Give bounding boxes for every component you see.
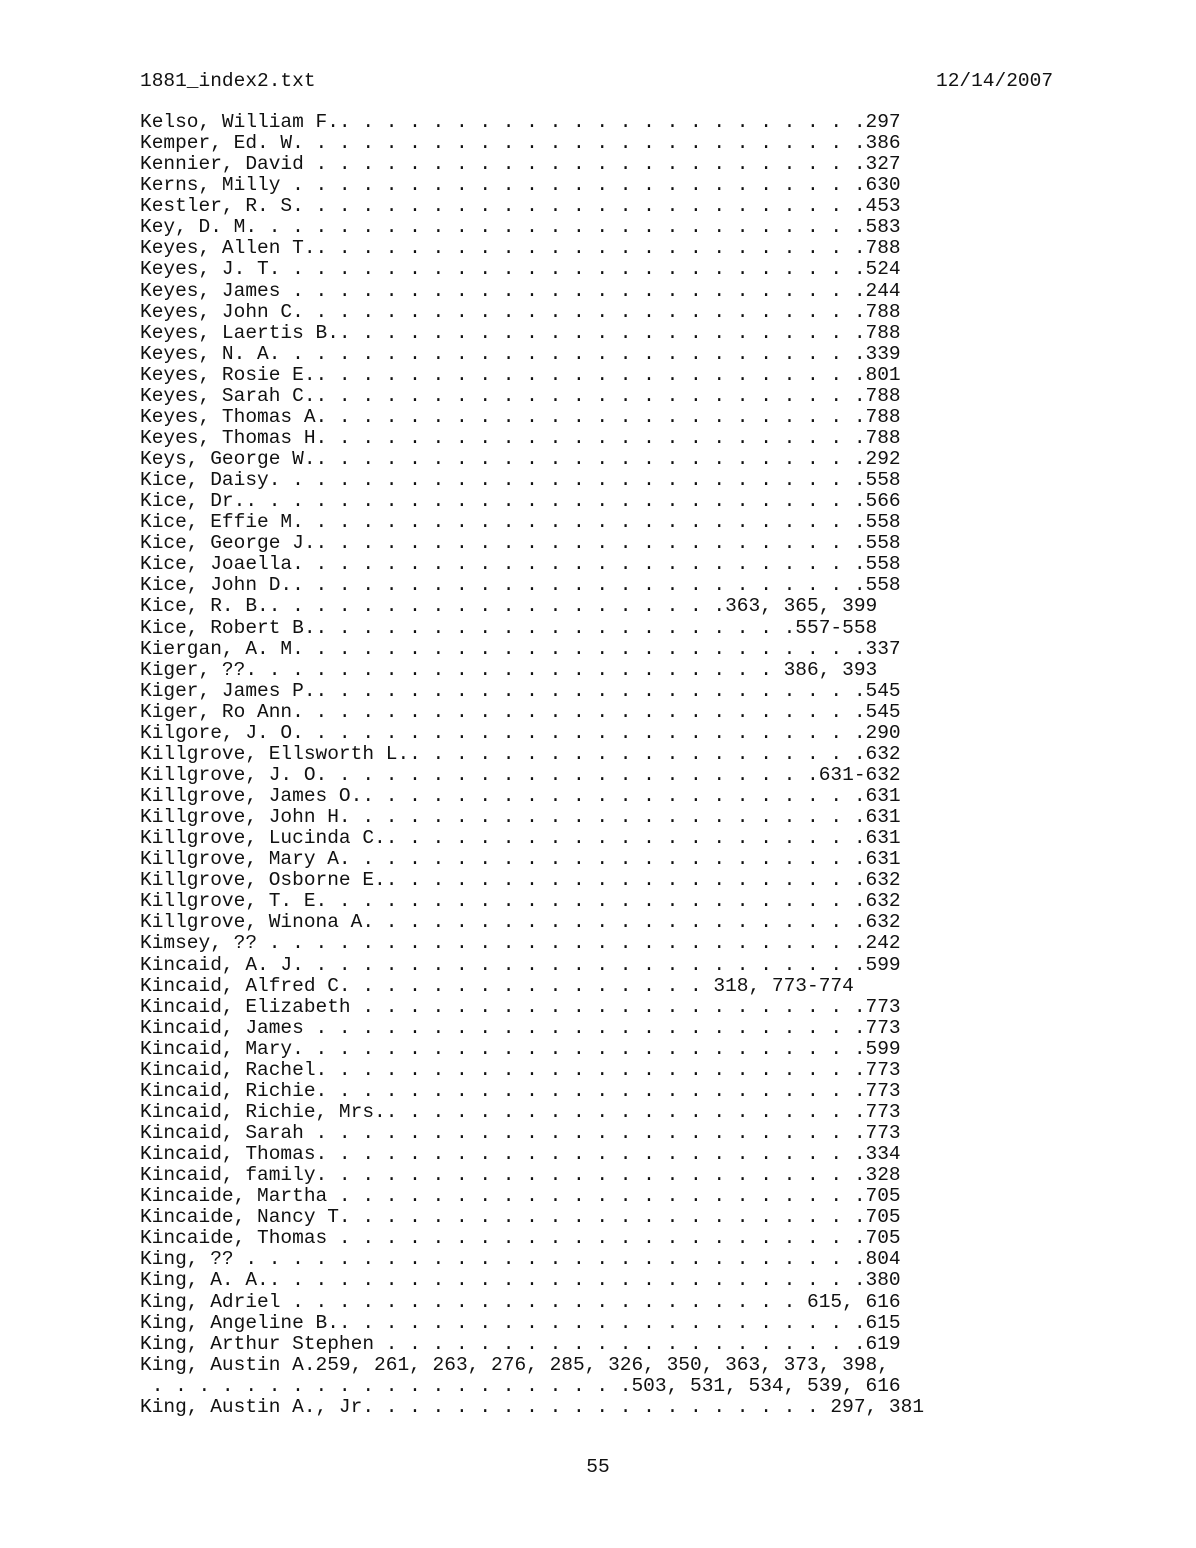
index-entry: Killgrove, Mary A. . . . . . . . . . . . . . . . . . . . . . .631 <box>140 848 901 871</box>
index-entry: Killgrove, Winona A. . . . . . . . . . . . . . . . . . . . . .632 <box>140 911 901 934</box>
document-date: 12/14/2007 <box>936 70 1054 92</box>
index-entry: Killgrove, John H. . . . . . . . . . . . . . . . . . . . . . .631 <box>140 806 901 829</box>
index-entry: Kemper, Ed. W. . . . . . . . . . . . . . . . . . . . . . . . .386 <box>140 132 901 155</box>
index-entry: Kincaid, Thomas. . . . . . . . . . . . . . . . . . . . . . . .334 <box>140 1143 901 1166</box>
index-entry: Killgrove, Ellsworth L.. . . . . . . . . . . . . . . . . . . .632 <box>140 742 901 765</box>
index-entry: Kilgore, J. O. . . . . . . . . . . . . . . . . . . . . . . . .290 <box>140 721 901 744</box>
document-filename: 1881_index2.txt <box>140 70 316 92</box>
index-entry: Kerns, Milly . . . . . . . . . . . . . . . . . . . . . . . . .630 <box>140 174 901 197</box>
index-entry: Keys, George W.. . . . . . . . . . . . . . . . . . . . . . . .292 <box>140 448 901 470</box>
index-entry: Keyes, Rosie E.. . . . . . . . . . . . . . . . . . . . . . . .801 <box>140 363 901 386</box>
index-entry: Kincaid, Elizabeth . . . . . . . . . . . . . . . . . . . . . .773 <box>140 995 901 1018</box>
index-entry: Keyes, Laertis B.. . . . . . . . . . . . . . . . . . . . . . .788 <box>140 321 901 344</box>
index-entry: King, Arthur Stephen . . . . . . . . . . . . . . . . . . . . .619 <box>140 1332 901 1355</box>
index-entry: Killgrove, T. E. . . . . . . . . . . . . . . . . . . . . . . .632 <box>140 890 901 913</box>
index-entry: Killgrove, James O.. . . . . . . . . . . . . . . . . . . . . .631 <box>140 785 901 807</box>
index-entry: Kincaid, Alfred C. . . . . . . . . . . . . . . . 318, 773-774 <box>140 974 854 997</box>
index-entry: Kiger, ??. . . . . . . . . . . . . . . . . . . . . . . 386, 393 <box>140 658 878 681</box>
index-entry: Kiger, Ro Ann. . . . . . . . . . . . . . . . . . . . . . . . .545 <box>140 700 901 723</box>
index-entry: Kice, John D.. . . . . . . . . . . . . . . . . . . . . . . . .558 <box>140 574 901 597</box>
index-list <box>140 112 1140 1418</box>
index-entry: Keyes, Allen T.. . . . . . . . . . . . . . . . . . . . . . . .788 <box>140 237 901 260</box>
index-entry: Keyes, Thomas A. . . . . . . . . . . . . . . . . . . . . . . .788 <box>140 405 901 428</box>
index-entry: Kincaid, Richie, Mrs.. . . . . . . . . . . . . . . . . . . . .773 <box>140 1100 901 1123</box>
index-entry: Kincaid, Rachel. . . . . . . . . . . . . . . . . . . . . . . .773 <box>140 1058 901 1081</box>
index-entry: Kestler, R. S. . . . . . . . . . . . . . . . . . . . . . . . .453 <box>140 195 901 218</box>
index-entry: Kincaid, Mary. . . . . . . . . . . . . . . . . . . . . . . . .599 <box>140 1037 901 1060</box>
index-entry: King, Adriel . . . . . . . . . . . . . . . . . . . . . . 615, 616 <box>140 1290 901 1313</box>
index-entry: Killgrove, Lucinda C.. . . . . . . . . . . . . . . . . . . . .631 <box>140 827 901 850</box>
index-entry: Kincaid, James . . . . . . . . . . . . . . . . . . . . . . . .773 <box>140 1016 901 1039</box>
index-entry: Key, D. M. . . . . . . . . . . . . . . . . . . . . . . . . . .583 <box>140 216 901 239</box>
index-entry: Keyes, J. T. . . . . . . . . . . . . . . . . . . . . . . . . .524 <box>140 258 901 281</box>
index-entry: Keyes, Thomas H. . . . . . . . . . . . . . . . . . . . . . . .788 <box>140 426 901 449</box>
index-entry: Kincaide, Nancy T. . . . . . . . . . . . . . . . . . . . . . .705 <box>140 1206 901 1229</box>
index-entry: Kincaide, Thomas . . . . . . . . . . . . . . . . . . . . . . .705 <box>140 1227 901 1250</box>
index-entry: King, Austin A., Jr. . . . . . . . . . . . . . . . . . . . 297, 381 <box>140 1395 925 1418</box>
index-entry: King, Austin A.259, 261, 263, 276, 285, 326, 350, 363, 373, 398, <box>140 1353 889 1376</box>
index-entry: Kice, Joaella. . . . . . . . . . . . . . . . . . . . . . . . .558 <box>140 553 901 576</box>
index-entry: Kelso, William F.. . . . . . . . . . . . . . . . . . . . . . .297 <box>140 111 901 133</box>
index-entry: Kice, R. B.. . . . . . . . . . . . . . . . . . . .363, 365, 399 <box>140 595 878 618</box>
index-entry: Kice, Effie M. . . . . . . . . . . . . . . . . . . . . . . . .558 <box>140 511 901 534</box>
index-entry: Kennier, David . . . . . . . . . . . . . . . . . . . . . . . .327 <box>140 153 901 176</box>
index-entry: King, ?? . . . . . . . . . . . . . . . . . . . . . . . . . . .804 <box>140 1248 901 1271</box>
index-entry: Keyes, James . . . . . . . . . . . . . . . . . . . . . . . . .244 <box>140 279 901 302</box>
index-entry: Kiger, James P.. . . . . . . . . . . . . . . . . . . . . . . .545 <box>140 679 901 702</box>
index-entry: . . . . . . . . . . . . . . . . . . . . .503, 531, 534, 539, 616 <box>140 1374 901 1397</box>
index-entry: Kice, George J.. . . . . . . . . . . . . . . . . . . . . . . .558 <box>140 532 901 555</box>
index-entry: Kimsey, ?? . . . . . . . . . . . . . . . . . . . . . . . . . .242 <box>140 932 901 955</box>
index-entry: Keyes, Sarah C.. . . . . . . . . . . . . . . . . . . . . . . .788 <box>140 384 901 407</box>
index-entry: Kincaid, Sarah . . . . . . . . . . . . . . . . . . . . . . . .773 <box>140 1122 901 1144</box>
index-entry: Kincaide, Martha . . . . . . . . . . . . . . . . . . . . . . .705 <box>140 1185 901 1208</box>
index-entry: Kice, Daisy. . . . . . . . . . . . . . . . . . . . . . . . . .558 <box>140 469 901 492</box>
index-entry: Keyes, John C. . . . . . . . . . . . . . . . . . . . . . . . .788 <box>140 300 901 323</box>
page-number: 55 <box>586 1456 610 1478</box>
index-entry: Kincaid, family. . . . . . . . . . . . . . . . . . . . . . . .328 <box>140 1164 901 1187</box>
index-entry: Kice, Dr.. . . . . . . . . . . . . . . . . . . . . . . . . . .566 <box>140 490 901 513</box>
index-entry: Kincaid, A. J. . . . . . . . . . . . . . . . . . . . . . . . .599 <box>140 953 901 976</box>
index-entry: King, A. A.. . . . . . . . . . . . . . . . . . . . . . . . . .380 <box>140 1269 901 1292</box>
index-entry: Killgrove, Osborne E.. . . . . . . . . . . . . . . . . . . . .632 <box>140 869 901 892</box>
index-entry: Kiergan, A. M. . . . . . . . . . . . . . . . . . . . . . . . .337 <box>140 637 901 660</box>
index-entry: Killgrove, J. O. . . . . . . . . . . . . . . . . . . . . .631-632 <box>140 763 901 786</box>
index-entry: Kice, Robert B.. . . . . . . . . . . . . . . . . . . . .557-558 <box>140 616 878 639</box>
index-entry: Kincaid, Richie. . . . . . . . . . . . . . . . . . . . . . . .773 <box>140 1079 901 1102</box>
index-entry: Keyes, N. A. . . . . . . . . . . . . . . . . . . . . . . . . .339 <box>140 342 901 365</box>
index-entry: King, Angeline B.. . . . . . . . . . . . . . . . . . . . . . .615 <box>140 1311 901 1334</box>
